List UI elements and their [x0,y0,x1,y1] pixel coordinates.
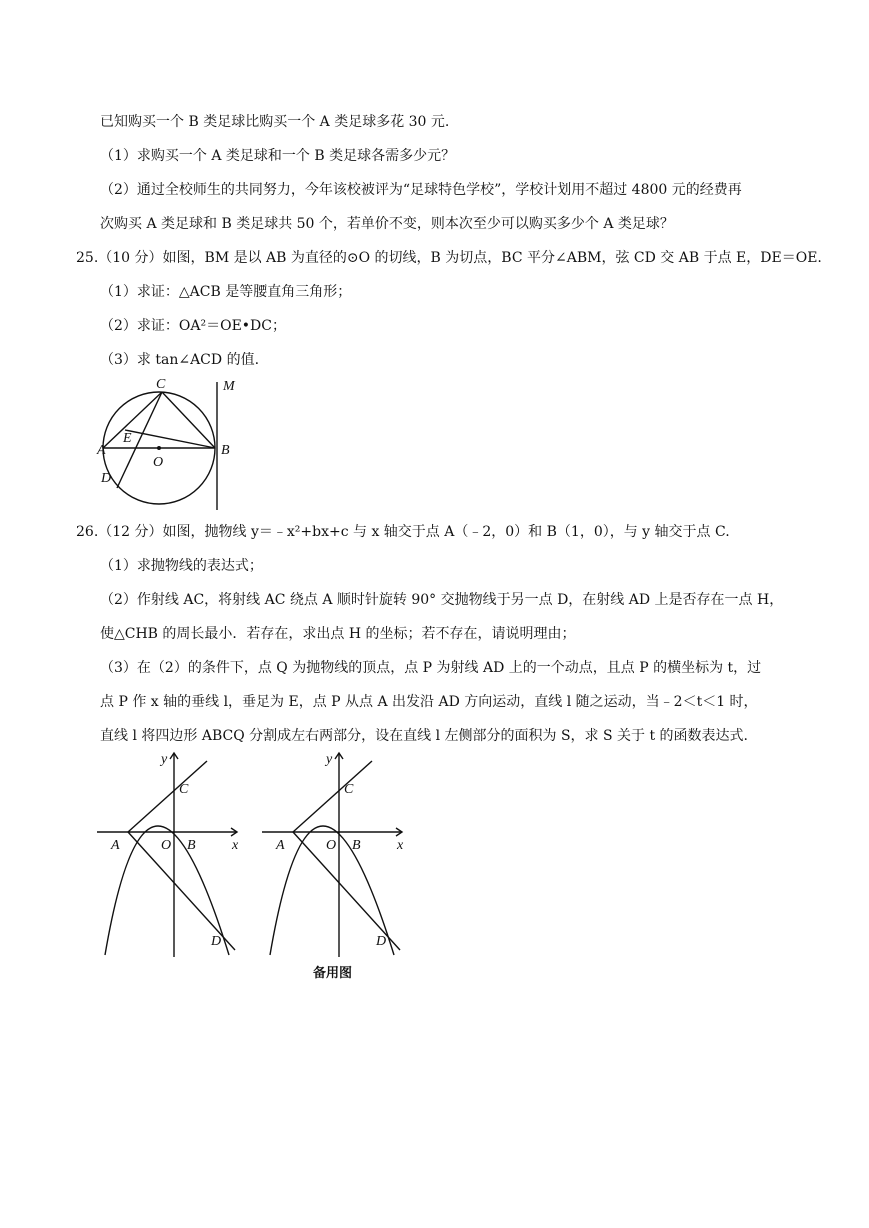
line-1: 已知购买一个 B 类足球比购买一个 A 类足球多花 30 元. [100,114,450,130]
line-12: 使△CHB 的周长最小．若存在，求出点 H 的坐标；若不存在，请说明理由； [100,626,576,642]
line-8: （3）求 tan∠ACD 的值. [100,352,260,368]
line-7: （2）求证：OA²＝OE•DC； [100,318,286,334]
label-A: A [111,838,120,853]
line-3: （2）通过全校师生的共同努力，今年该校被评为“足球特色学校”，学校计划用不超过 4800 元的经费再 [100,182,742,198]
label-O: O [326,838,337,853]
line-13: （3）在（2）的条件下，点 Q 为抛物线的顶点，点 P 为射线 AD 上的一个动点，且点 P 的横坐标为 t，过 [100,660,762,676]
label-O: O [161,838,172,853]
line-15: 直线 l 将四边形 ABCQ 分割成左右两部分，设在直线 l 左侧部分的面积为 S，求 S 关于 t 的函数表达式. [100,728,749,744]
circle-figure [95,370,245,515]
label-A: A [276,838,285,853]
label-E: E [123,431,132,446]
label-A: A [97,443,106,458]
line-11: （2）作射线 AC，将射线 AC 绕点 A 顺时针旋转 90° 交抛物线于另一点 D，在射线 AD 上是否存在一点 H， [100,592,784,608]
question-26-stem: 26.（12 分）如图，抛物线 y＝﹣x²+bx+c 与 x 轴交于点 A（﹣2，0）和 B（1，0），与 y 轴交于点 C. [76,524,730,540]
label-B: B [221,443,230,458]
backup-figure-caption: 备用图 [313,966,353,981]
line-4: 次购买 A 类足球和 B 类足球共 50 个，若单价不变，则本次至少可以购买多少个 A 类足球？ [100,216,674,232]
question-25-stem: 25.（10 分）如图，BM 是以 AB 为直径的⊙O 的切线，B 为切点，BC 平分∠ABM，弦 CD 交 AB 于点 E，DE＝OE. [76,250,822,266]
label-x: x [397,838,404,853]
line-6: （1）求证：△ACB 是等腰直角三角形； [100,284,352,300]
label-D: D [376,934,387,949]
parabola-figure [95,745,245,965]
label-C: C [156,377,166,392]
label-C: C [179,782,189,797]
line-2: （1）求购买一个 A 类足球和一个 B 类足球各需多少元？ [100,148,456,164]
label-B: B [187,838,196,853]
line-10: （1）求抛物线的表达式； [100,558,263,574]
label-D: D [211,934,222,949]
label-x: x [232,838,239,853]
label-M: M [223,379,235,394]
label-y: y [161,752,168,767]
backup-parabola-figure [260,745,410,965]
label-B: B [352,838,361,853]
label-O: O [153,455,164,470]
line-14: 点 P 作 x 轴的垂线 l，垂足为 E，点 P 从点 A 出发沿 AD 方向运动，直线 l 随之运动，当﹣2＜t＜1 时， [100,694,758,710]
label-D: D [101,471,112,486]
label-y: y [326,752,333,767]
label-C: C [344,782,354,797]
